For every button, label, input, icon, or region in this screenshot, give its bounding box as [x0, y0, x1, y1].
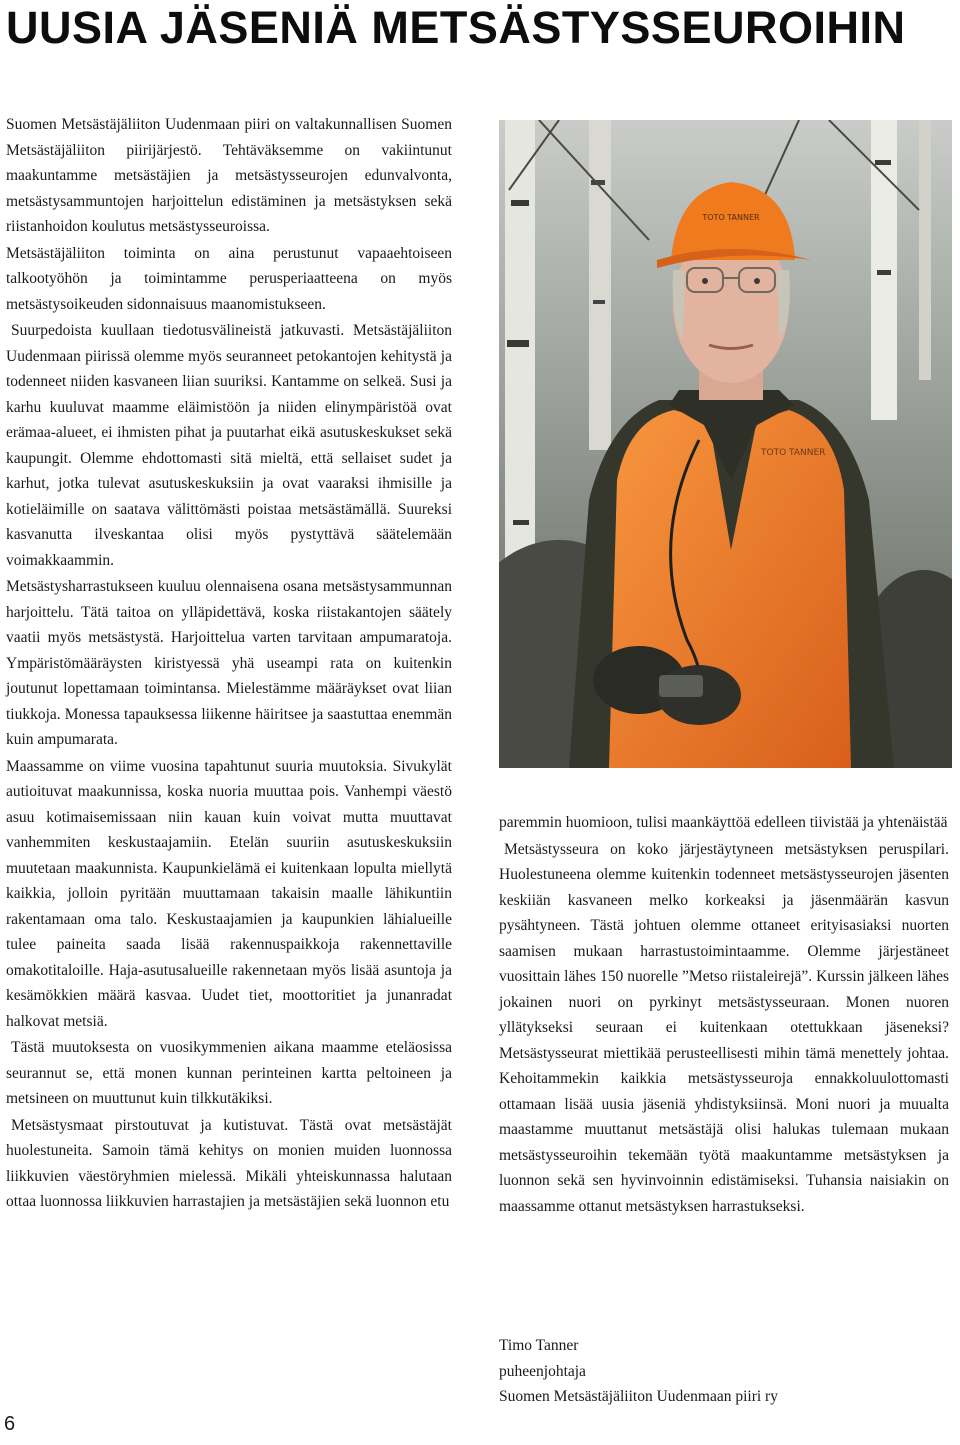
signature-block	[499, 1333, 949, 1410]
paragraph: Suurpedoista kuullaan tiedotusvälineistä jatkuvasti. Metsästäjäliiton Uudenmaan piirissä olemme myös seuranneet petokantojen kehitystä ja todenneet niiden kasvaneen liian suuriksi. Kantamme on selkeä. Susi ja karhu kuuluvat maamme eläimistöön ja niiden elinympäristöä ovat erämaa-alueet, ei ihmisten pihat ja puutarhat eikä asutuskeskukset sekä kaupungit. Olemme ehdottomasti sitä mieltä, että sellaiset sudet ja karhut, jotka tulevat asutuskeskuksiin ja ovat vaaraksi ihmisille ja kotieläimille on saatava välittömästi poistaa metsästämällä. Suureksi kasvanutta ilveskantaa olisi myös pystyttävä säätelemään voimakkaammin.	[6, 322, 452, 569]
vest-print: TOTO TANNER	[761, 448, 826, 458]
paragraph: Metsästysmaat pirstoutuvat ja kutistuvat. Tästä ovat metsästäjät huolestuneita. Samoin tämä kehitys on monien muiden luonnossa liikkuvien väestöryhmien mielessä. Mikäli yhteiskunnassa halutaan ottaa luonnossa liikkuvien harrastajien ja metsästäjien sekä luonnon etu	[6, 1116, 452, 1210]
author-organization: Suomen Metsästäjäliiton Uudenmaan piiri ry	[499, 1388, 778, 1405]
paragraph: Suomen Metsästäjäliiton Uudenmaan piiri on valtakunnallisen Suomen Metsästäjäliiton piirijärjestö. Tehtäväksemme on vakiintunut maakuntamme metsästäjien ja metsästysseurojen edunvalvonta, metsästysammuntojen harjoittelun edistäminen ja metsästyksen sekä riistanhoidon koulutus metsästysseuroissa.	[6, 116, 452, 235]
article-column-right	[499, 810, 949, 1220]
page-title: UUSIA JÄSENIÄ METSÄSTYSSEUROIHIN	[6, 2, 906, 53]
cap-print: TOTO TANNER	[702, 213, 760, 222]
article-column-left	[6, 112, 452, 1216]
paragraph: paremmin huomioon, tulisi maankäyttöä edelleen tiivistää ja yhtenäistää	[499, 814, 948, 831]
paragraph: Metsästäjäliiton toiminta on aina perustunut vapaaehtoiseen talkootyöhön ja toimintamme perusperiaatteena on myös metsästysoikeuden sidonnaisuus maanomistukseen.	[6, 244, 452, 313]
portrait-photo	[499, 120, 952, 768]
author-title: puheenjohtaja	[499, 1362, 586, 1380]
paragraph: Metsästysseura on koko järjestäytyneen metsästyksen peruspilari. Huolestuneena olemme kuitenkin todenneet metsästysseurojen jäsenten keskiiän kasvaneen melko korkeaksi ja jäsenmäärän kasvun pysähtyneen. Tästä johtuen olemme ottaneet erityisasiaksi nuorten saamisen mukaan harrastustoimintaamme. Olemme järjestäneet vuosittain lähes 150 nuorelle ”Metso riistaleirejä”. Kurssin jälkeen lähes jokainen nuori on pyrkinyt metsästysseuraan. Monen nuoren yllätykseksi seuraan ei kuitenkaan otettukkaan jäseneksi? Metsästysseurat miettikää perusteellisesti mihin tämä menettely johtaa. Kehoitammekin kaikkia metsästysseuroja ennakkoluulottomasti ottamaan lisää uusia jäseniä yhdistyksiinsä. Moni nuori ja muualta maastamme muuttanut metsästäjä olisi halukas tulemaan mukaan metsästysseuroihin tekemään työtä maakuntamme metsästyksen ja luonnon sekä sen hyvinvoinnin edistämiseksi. Tuhansia naisiakin on maassamme ottanut metsästyksen harrastukseksi.	[499, 840, 949, 1215]
author-name: Timo Tanner	[499, 1337, 579, 1354]
paragraph: Maassamme on viime vuosina tapahtunut suuria muutoksia. Sivukylät autioituvat maakunnissa, koska nuoria muuttaa pois. Vanhempi väestö asuu kotimaisemissaan niin kauan kuin voivat mutta muuttavat vanhemmiten keskustaajamiin. Etelän suuriin asutuskeskuksiin muutetaan maakunnista. Kaupunkielämä ei kuitenkaan lopulta miellytä kaikkia, jolloin pyritään muuttamaan takaisin maalle lähikuntiin rakentamaan oma talo. Keskustaajamien ja kaupunkien lähialueille tulee paineita saada lisää rakennuspaikkoja rakennettaville omakotitaloille. Haja-asutusalueille rakennetaan myös lisää asuntoja ja kesämökkien määrä kasvaa. Uudet tiet, moottoritiet ja junanradat halkovat metsiä.	[6, 757, 452, 1030]
page-number: 6	[4, 1413, 16, 1435]
paragraph: Tästä muutoksesta on vuosikymmenien aikana maamme eteläosissa seurannut se, että monen kunnan perinteinen kartta peltoineen ja metsineen on muuttunut kuin tilkkutäkiksi.	[6, 1039, 452, 1107]
paragraph: Metsästysharrastukseen kuuluu olennaisena osana metsästysammunnan harjoittelu. Tätä taitoa on ylläpidettävä, koska riistakantojen säätely vaatii myös metsästystä. Harjoittelua varten tarvitaan ampumaratoja. Ympäristömääräysten kiristyessä yhä useampi rata on kuitenkin joutunut lopettamaan toimintansa. Mielestämme määräykset ovat liian tiukkoja. Monessa tapauksessa liikenne häiritsee ja saastuttaa enemmän kuin ampumarata.	[6, 578, 452, 748]
